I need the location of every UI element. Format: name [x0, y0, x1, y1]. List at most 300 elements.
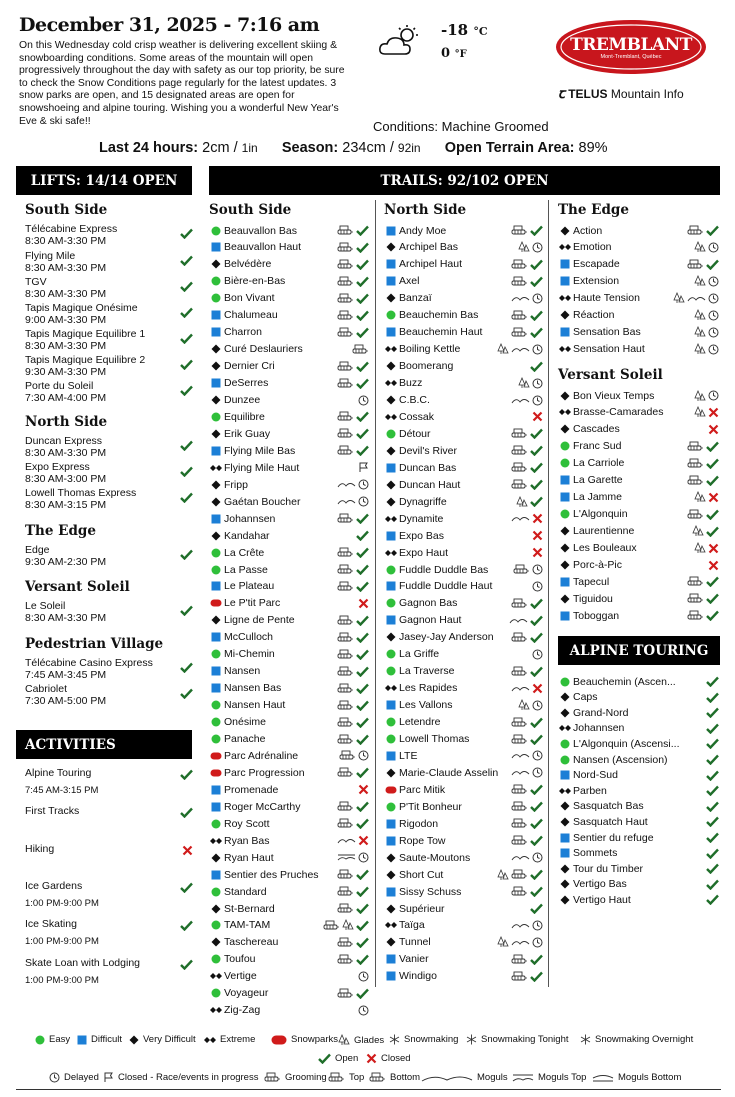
trail-row [384, 764, 543, 781]
very-difficulty-icon [209, 361, 222, 371]
glade-icon [518, 699, 530, 711]
trail-name: Dynamite [399, 512, 444, 525]
trail-row [384, 392, 543, 409]
lift-group-heading: Versant Soleil [25, 579, 130, 595]
open-icon [530, 225, 543, 236]
very-difficulty-icon [558, 391, 571, 401]
open-icon [356, 581, 369, 592]
trail-name: Gagnon Bas [399, 597, 458, 610]
legend-top [328, 1072, 364, 1083]
lifts-header: LIFTS: 14/14 OPEN [16, 166, 192, 195]
very-difficulty-icon [384, 361, 397, 371]
open-icon [356, 869, 369, 880]
closed-icon [708, 424, 719, 435]
legend-moguls-top [512, 1072, 586, 1083]
open-icon [530, 259, 543, 270]
very-icon [129, 1035, 139, 1045]
groom-icon [339, 750, 356, 761]
activity-item [25, 918, 193, 948]
closed-icon [358, 835, 369, 846]
very-difficulty-icon [209, 853, 222, 863]
extreme-difficulty-icon [384, 515, 397, 523]
trail-name: Axel [399, 275, 420, 288]
trail-name: Vertige [224, 970, 257, 983]
moguls-icon [509, 616, 528, 625]
groom-icon [511, 259, 528, 270]
trail-name: Panache [224, 733, 266, 745]
trail-name: Vertigo Haut [573, 893, 631, 906]
moguls-icon [511, 684, 530, 693]
trail-row [384, 239, 543, 256]
open-icon [356, 903, 369, 914]
groom-icon [687, 225, 704, 236]
open-icon [356, 276, 369, 287]
trail-name: Curé Deslauriers [224, 343, 303, 356]
trail-name: Beauchemin Bas [399, 309, 479, 322]
glade-icon [694, 326, 706, 338]
trail-name: Détour [399, 427, 431, 440]
lift-hours: 8:30 AM-3:30 PM [25, 261, 107, 274]
groom-icon [337, 581, 354, 592]
trail-name: Sentier du refuge [573, 831, 654, 844]
open-icon [530, 734, 543, 745]
difficult-difficulty-icon [558, 770, 571, 780]
very-difficulty-icon [384, 937, 397, 947]
difficult-difficulty-icon [384, 531, 397, 541]
trail-row [558, 860, 719, 877]
glade-icon [694, 542, 706, 554]
open-icon [356, 801, 369, 812]
difficult-difficulty-icon [209, 683, 222, 693]
lift-hours: 7:30 AM-4:00 PM [25, 391, 107, 404]
trail-name: Andy Moe [399, 224, 447, 237]
easy-difficulty-icon [384, 734, 397, 744]
extreme-difficulty-icon [558, 243, 571, 251]
trail-row [209, 731, 369, 748]
trail-row [558, 307, 719, 324]
open-icon [356, 683, 369, 694]
open-icon [706, 576, 719, 587]
legend-label: Snowmaking Tonight [481, 1034, 569, 1045]
closed-icon [182, 845, 193, 860]
activity-name: Alpine Touring [25, 767, 92, 779]
trail-name: Mi-Chemin [224, 648, 275, 661]
snowmaking-icon [389, 1034, 400, 1045]
trail-name: Sissy Schuss [399, 885, 462, 898]
open-icon [530, 869, 543, 880]
trail-name: Boomerang [399, 360, 454, 373]
trail-row [384, 832, 543, 849]
lift-item [25, 545, 193, 569]
open-icon [706, 816, 719, 827]
trail-row [209, 849, 369, 866]
open-icon [706, 879, 719, 890]
trail-row [384, 358, 543, 375]
trail-row [384, 663, 543, 680]
closed-icon [358, 784, 369, 795]
easy-difficulty-icon [558, 739, 571, 749]
delayed-icon [358, 971, 369, 982]
difficult-difficulty-icon [209, 632, 222, 642]
groom-icon [337, 717, 354, 728]
legend-label: Glades [354, 1034, 385, 1046]
extreme-difficulty-icon [209, 464, 222, 472]
flag-icon [358, 462, 369, 473]
trail-row [209, 425, 369, 442]
lift-name: Expo Express [25, 461, 90, 473]
trail-row [558, 290, 719, 307]
difficult-difficulty-icon [384, 819, 397, 829]
open-icon [706, 509, 719, 520]
open-icon [180, 807, 193, 822]
very-difficulty-icon [558, 310, 571, 320]
extreme-difficulty-icon [384, 921, 397, 929]
trail-name: Charron [224, 326, 262, 339]
trail-row [384, 697, 543, 714]
closed-icon [366, 1053, 377, 1064]
trail-name: LTE [399, 749, 418, 762]
legend-label: Grooming [285, 1072, 327, 1083]
open-icon [706, 894, 719, 905]
extreme-difficulty-icon [384, 379, 397, 387]
groom-icon [337, 293, 354, 304]
trail-name: Kandahar [224, 529, 270, 542]
easy-difficulty-icon [384, 666, 397, 676]
difficult-difficulty-icon [384, 276, 397, 286]
lift-name: Duncan Express [25, 435, 103, 447]
groom-icon [687, 576, 704, 587]
very-difficulty-icon [209, 429, 222, 439]
open-icon [356, 649, 369, 660]
easy-difficulty-icon [209, 717, 222, 727]
trail-name: Bon Vieux Temps [573, 389, 655, 402]
open-icon [356, 547, 369, 558]
activity-hours: 1:00 PM-9:00 PM [25, 936, 99, 947]
difficult-difficulty-icon [558, 611, 571, 621]
lift-item [25, 658, 193, 682]
very-difficulty-icon [384, 853, 397, 863]
groom-icon [687, 509, 704, 520]
open-icon [356, 954, 369, 965]
extreme-difficulty-icon [558, 408, 571, 416]
open-icon [530, 361, 543, 372]
bottom-icon [369, 1072, 386, 1083]
easy-difficulty-icon [384, 310, 397, 320]
trail-name: Archipel Haut [399, 258, 463, 271]
trail-row [384, 493, 543, 510]
glades-icon [338, 1034, 350, 1046]
trail-name: La Crête [224, 546, 265, 559]
trail-row [558, 689, 719, 706]
groom-icon [337, 886, 354, 897]
trail-row [558, 720, 719, 737]
groom-icon [352, 344, 369, 355]
trail-name: Emotion [573, 241, 612, 254]
trail-name: Toufou [224, 953, 256, 966]
legend-glades [338, 1034, 384, 1046]
difficult-difficulty-icon [209, 327, 222, 337]
activity-hours: 1:00 PM-9:00 PM [25, 898, 99, 909]
trail-name: Buzz [399, 377, 423, 390]
legend-label: Difficult [91, 1034, 122, 1045]
flag-icon [103, 1072, 114, 1083]
open-icon [706, 723, 719, 734]
moguls-icon [511, 768, 530, 777]
open-icon [530, 886, 543, 897]
trail-row [384, 747, 543, 764]
difficult-difficulty-icon [558, 276, 571, 286]
lift-hours: 8:30 AM-3:30 PM [25, 287, 107, 300]
groom-icon [337, 513, 354, 524]
trail-name: P'Tit Bonheur [399, 800, 462, 813]
park-difficulty-icon [209, 599, 222, 607]
trail-row [558, 421, 719, 438]
open-icon [356, 615, 369, 626]
very-difficulty-icon [209, 937, 222, 947]
trail-name: Roger McCarthy [224, 800, 301, 813]
trail-name: Beauvallon Bas [224, 224, 297, 237]
difficult-difficulty-icon [384, 226, 397, 236]
trail-name: Devil's River [399, 444, 458, 457]
open-icon [180, 605, 193, 620]
legend-very [129, 1034, 196, 1045]
open-icon [530, 310, 543, 321]
legend-label: Moguls [477, 1072, 508, 1083]
open-icon [180, 492, 193, 507]
legend-snowmaking-tonight [466, 1034, 569, 1045]
open-icon [180, 440, 193, 455]
lift-name: Télécabine Casino Express [25, 657, 153, 669]
easy-difficulty-icon [209, 226, 222, 236]
trail-row [384, 731, 543, 748]
very-difficulty-icon [384, 870, 397, 880]
difficult-icon [77, 1035, 87, 1045]
lift-item [25, 303, 193, 327]
trail-name: Johannsen [224, 512, 276, 525]
trail-row [558, 829, 719, 846]
trail-name: Parc Mitik [399, 783, 446, 796]
easy-difficulty-icon [384, 598, 397, 608]
trail-name: Beauvallon Haut [224, 241, 302, 254]
very-difficulty-icon [558, 864, 571, 874]
trail-name: Zig-Zag [224, 1004, 261, 1017]
groom-icon [323, 920, 340, 931]
delayed-icon [358, 479, 369, 490]
trail-row [558, 273, 719, 290]
trail-row [384, 595, 543, 612]
trail-row [558, 523, 719, 540]
trail-name: Le P'tit Parc [224, 597, 281, 610]
trail-row [384, 951, 543, 968]
trail-row [384, 883, 543, 900]
trail-name: Nansen (Ascension) [573, 753, 668, 766]
open-icon [180, 466, 193, 481]
trail-row [384, 273, 543, 290]
trail-name: Laurentienne [573, 525, 635, 538]
very-difficulty-icon [558, 692, 571, 702]
groom-icon [337, 378, 354, 389]
lift-hours: 7:30 AM-5:00 PM [25, 694, 107, 707]
trail-name: Vanier [399, 953, 429, 966]
delayed-icon [358, 750, 369, 761]
moguls-icon [511, 853, 530, 862]
groom-icon [337, 869, 354, 880]
lift-item [25, 329, 193, 353]
difficult-difficulty-icon [209, 802, 222, 812]
trail-name: Roy Scott [224, 817, 270, 830]
easy-icon [35, 1035, 45, 1045]
moguls-icon [337, 480, 356, 489]
open-icon [706, 770, 719, 781]
trail-row [384, 425, 543, 442]
groom-icon [337, 259, 354, 270]
groom-icon [337, 666, 354, 677]
groom-icon [337, 225, 354, 236]
trail-name: Taschereau [224, 936, 279, 949]
trail-row [209, 392, 369, 409]
activity-name: Ice Skating [25, 918, 77, 930]
lift-hours: 9:30 AM-2:30 PM [25, 555, 107, 568]
logo-subtext: Mont-Tremblant, Québec [600, 54, 662, 60]
extreme-difficulty-icon [384, 413, 397, 421]
legend-open [318, 1053, 358, 1064]
divider [16, 1089, 721, 1090]
open-icon [706, 754, 719, 765]
trail-name: Escapade [573, 258, 620, 271]
trail-name: Parc Adrénaline [224, 749, 299, 762]
trail-row [384, 900, 543, 917]
trail-name: Les Rapides [399, 682, 458, 695]
trail-name: Extension [573, 275, 620, 288]
trail-row [558, 455, 719, 472]
very-difficulty-icon [558, 708, 571, 718]
delayed-icon [358, 496, 369, 507]
trail-name: Action [573, 224, 603, 237]
extreme-difficulty-icon [384, 684, 397, 692]
difficult-difficulty-icon [558, 492, 571, 502]
very-difficulty-icon [558, 226, 571, 236]
open-icon [530, 598, 543, 609]
temperature-fahrenheit: 0 °F [441, 46, 467, 61]
delayed-icon [532, 395, 543, 406]
moguls-icon [511, 294, 530, 303]
very-difficulty-icon [209, 480, 222, 490]
open-icon [356, 513, 369, 524]
legend-label: Bottom [390, 1072, 421, 1083]
difficult-difficulty-icon [384, 259, 397, 269]
glade-icon [694, 241, 706, 253]
open-icon [706, 526, 719, 537]
very-difficulty-icon [209, 344, 222, 354]
lift-hours: 8:30 AM-3:00 PM [25, 472, 107, 485]
open-icon [530, 903, 543, 914]
trail-row [558, 404, 719, 421]
trail-name: Haute Tension [573, 292, 640, 305]
snow-stats: Last 24 hours: 2cm / 1in Season: 234cm / 92in Open Terrain Area: 89% [99, 140, 608, 156]
open-icon [530, 632, 543, 643]
lift-hours: 7:45 AM-3:45 PM [25, 668, 107, 681]
trail-row [209, 781, 369, 798]
trail-name: Cossak [399, 410, 435, 423]
trail-section-heading: The Edge [558, 202, 629, 218]
groom-icon [337, 734, 354, 745]
very-difficulty-icon [384, 395, 397, 405]
glade-icon [694, 343, 706, 355]
difficult-difficulty-icon [209, 514, 222, 524]
difficult-difficulty-icon [209, 310, 222, 320]
delayed-icon [532, 937, 543, 948]
easy-difficulty-icon [209, 700, 222, 710]
glade-icon [497, 869, 509, 881]
open-icon [180, 307, 193, 322]
open-icon [706, 692, 719, 703]
closed-icon [708, 492, 719, 503]
open-icon [180, 549, 193, 564]
easy-difficulty-icon [558, 509, 571, 519]
trail-name: Grand-Nord [573, 706, 629, 719]
easy-difficulty-icon [209, 276, 222, 286]
trail-row [209, 222, 369, 239]
groom-icon [337, 564, 354, 575]
open-icon [530, 784, 543, 795]
activity-item [25, 805, 193, 818]
groom-icon [687, 593, 704, 604]
trail-name: Nansen Bas [224, 682, 282, 695]
groom-icon [337, 276, 354, 287]
trail-name: Short Cut [399, 868, 444, 881]
legend-moguls [421, 1072, 508, 1083]
trail-name: Beauchemin (Ascen... [573, 675, 676, 688]
groom-icon [337, 903, 354, 914]
easy-difficulty-icon [558, 441, 571, 451]
open-icon [356, 242, 369, 253]
very-difficulty-icon [558, 543, 571, 553]
trail-name: Les Bouleaux [573, 542, 637, 555]
trail-row [384, 290, 543, 307]
groom-icon [687, 259, 704, 270]
open-icon [706, 259, 719, 270]
groom-icon [511, 632, 528, 643]
open-icon [180, 228, 193, 243]
trail-name: Ligne de Pente [224, 614, 295, 627]
park-difficulty-icon [384, 786, 397, 794]
activity-name: First Tracks [25, 805, 80, 817]
open-icon [706, 225, 719, 236]
trail-name: Flying Mile Bas [224, 444, 296, 457]
trail-name: Tour du Timber [573, 862, 644, 875]
very-difficulty-icon [384, 446, 397, 456]
open-icon [530, 666, 543, 677]
trail-row [558, 256, 719, 273]
trail-row [384, 256, 543, 273]
cloudy-sun-icon [377, 24, 425, 58]
difficult-difficulty-icon [558, 833, 571, 843]
column-divider [375, 200, 376, 987]
trail-row [384, 680, 543, 697]
legend-label: Closed - Race/events in progress [118, 1072, 259, 1083]
open-icon [356, 378, 369, 389]
trail-name: Beauchemin Haut [399, 326, 483, 339]
trail-row [209, 900, 369, 917]
delayed-icon [532, 649, 543, 660]
lift-hours: 8:30 AM-3:30 PM [25, 339, 107, 352]
extreme-difficulty-icon [209, 837, 222, 845]
groom-icon [511, 818, 528, 829]
trail-row [558, 673, 719, 690]
trail-name: Toboggan [573, 609, 620, 622]
lift-group-heading: Pedestrian Village [25, 636, 164, 652]
legend-flag [103, 1072, 258, 1083]
